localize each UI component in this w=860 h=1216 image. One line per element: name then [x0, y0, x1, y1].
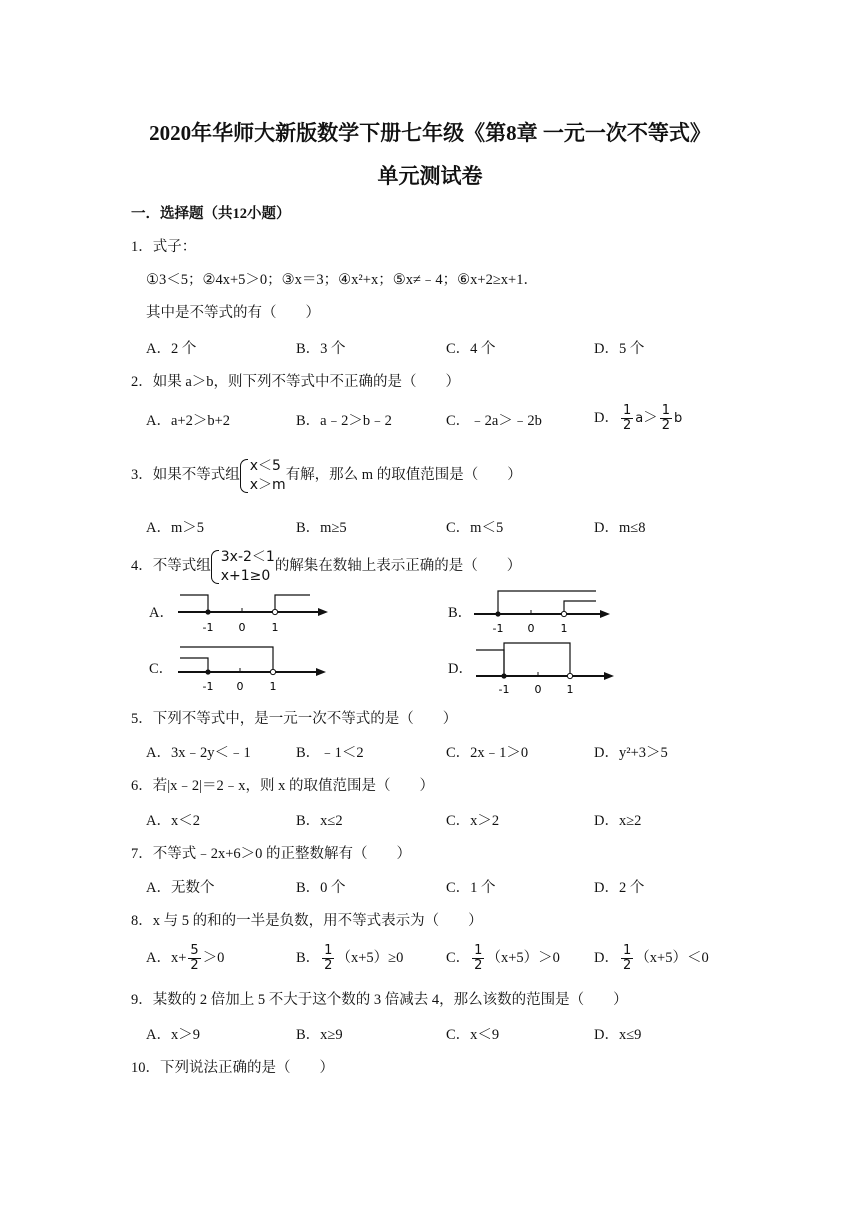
- fraction: $\frac{1}{2}$: [661, 403, 671, 433]
- tick-label: -1: [202, 680, 214, 693]
- option-c: C．x＜9: [446, 1027, 500, 1043]
- tick-label: 0: [534, 683, 542, 696]
- fraction: $\frac{1}{2}$: [474, 943, 483, 973]
- option-c: C．x＞2: [446, 813, 500, 829]
- option-a: A．x+ $\frac{5}{2}$ ＞0: [146, 943, 225, 973]
- page-title: 2020年华师大新版数学下册七年级《第8章 一元一次不等式》: [149, 121, 711, 145]
- option-d: D．x≤9: [594, 1027, 642, 1043]
- question-6-stem: 6．若|x﹣2|＝2﹣x，则 x 的取值范围是（ ）: [131, 778, 435, 794]
- tick-label: -1: [202, 621, 214, 634]
- question-2-stem: 2．如果 a＞b，则下列不等式中不正确的是（ ）: [131, 374, 461, 390]
- fraction: $\frac{1}{2}$: [324, 943, 333, 973]
- tick-label: 0: [236, 680, 244, 693]
- question-8-stem: 8．x 与 5 的和的一半是负数，用不等式表示为（ ）: [131, 913, 483, 929]
- number-line-c: [170, 644, 330, 694]
- option-c: C．﹣2a＞﹣2b: [446, 413, 542, 429]
- option-c: C．1 个: [446, 880, 496, 896]
- option-a: A．2 个: [146, 341, 197, 357]
- option-b: B．m≥5: [296, 520, 347, 536]
- fraction: $\frac{1}{2}$: [622, 403, 632, 433]
- option-b: B．x≤2: [296, 813, 343, 829]
- option-b: B．a﹣2＞b﹣2: [296, 413, 392, 429]
- option-a: A．3x﹣2y＜﹣1: [146, 745, 251, 761]
- option-b: B．﹣1＜2: [296, 745, 364, 761]
- option-d: D．x≥2: [594, 813, 642, 829]
- option-b: B．0 个: [296, 880, 346, 896]
- fraction: $\frac{5}{2}$: [190, 943, 199, 973]
- option-d: D．2 个: [594, 880, 645, 896]
- question-10-stem: 10．下列说法正确的是（ ）: [131, 1060, 334, 1076]
- question-4-stem: 4．不等式组 3x-2＜1 x+1≥0 的解集在数轴上表示正确的是（ ）: [131, 548, 522, 584]
- question-3-stem: 3．如果不等式组 x＜5 x＞m 有解，那么 m 的取值范围是（ ）: [131, 457, 522, 493]
- option-b-label: B．: [448, 605, 473, 621]
- option-d-label: D．: [448, 661, 473, 677]
- option-d: D． $\frac{1}{2}$ a＞ $\frac{1}{2}$ b: [594, 403, 683, 433]
- option-d-label: D．: [594, 409, 619, 426]
- inequality-system: x＜5 x＞m: [240, 457, 286, 495]
- option-a: A．m＞5: [146, 520, 204, 536]
- option-d: D．y²+3＞5: [594, 745, 668, 761]
- tick-label: -1: [498, 683, 510, 696]
- tick-label: 1: [269, 680, 277, 693]
- tick-label: -1: [492, 622, 504, 635]
- option-b: B．3 个: [296, 341, 346, 357]
- tick-label: 1: [566, 683, 574, 696]
- fraction: $\frac{1}{2}$: [622, 943, 632, 973]
- option-a: A．x＞9: [146, 1027, 200, 1043]
- question-7-stem: 7．不等式﹣2x+6＞0 的正整数解有（ ）: [131, 846, 412, 862]
- option-d: D．m≤8: [594, 520, 646, 536]
- question-1-stem: 1．式子：: [131, 239, 197, 255]
- question-9-stem: 9．某数的 2 倍加上 5 不大于这个数的 3 倍减去 4，那么该数的范围是（ ）: [131, 992, 628, 1008]
- tick-label: 0: [238, 621, 246, 634]
- section-heading: 一．选择题（共12小题）: [131, 206, 291, 222]
- option-a: A．x＜2: [146, 813, 200, 829]
- option-c: C．4 个: [446, 341, 496, 357]
- question-1-ask: 其中是不等式的有（ ）: [146, 305, 320, 321]
- tick-label: 0: [527, 622, 535, 635]
- option-b: B． $\frac{1}{2}$ （x+5）≥0: [296, 943, 404, 973]
- tick-label: 1: [560, 622, 568, 635]
- option-c: C． $\frac{1}{2}$ （x+5）＞0: [446, 943, 560, 973]
- option-d: D．5 个: [594, 341, 645, 357]
- option-a: A．无数个: [146, 880, 215, 896]
- option-c: C．2x﹣1＞0: [446, 745, 529, 761]
- number-line-d: [470, 640, 620, 696]
- option-a-label: A．: [149, 605, 174, 621]
- inequality-system: 3x-2＜1 x+1≥0: [211, 548, 275, 586]
- option-d: D． $\frac{1}{2}$ （x+5）＜0: [594, 943, 709, 973]
- page-subtitle: 单元测试卷: [377, 164, 483, 188]
- number-line-a: [170, 592, 335, 636]
- question-1-items: ①3＜5；②4x+5＞0；③x＝3；④x²+x；⑤x≠﹣4；⑥x+2≥x+1．: [146, 272, 538, 288]
- tick-label: 1: [271, 621, 279, 634]
- option-a: A．a+2＞b+2: [146, 413, 231, 429]
- question-5-stem: 5．下列不等式中，是一元一次不等式的是（ ）: [131, 711, 458, 727]
- number-line-b: [468, 588, 618, 636]
- option-c: C．m＜5: [446, 520, 504, 536]
- option-b: B．x≥9: [296, 1027, 343, 1043]
- option-c-label: C．: [149, 661, 174, 677]
